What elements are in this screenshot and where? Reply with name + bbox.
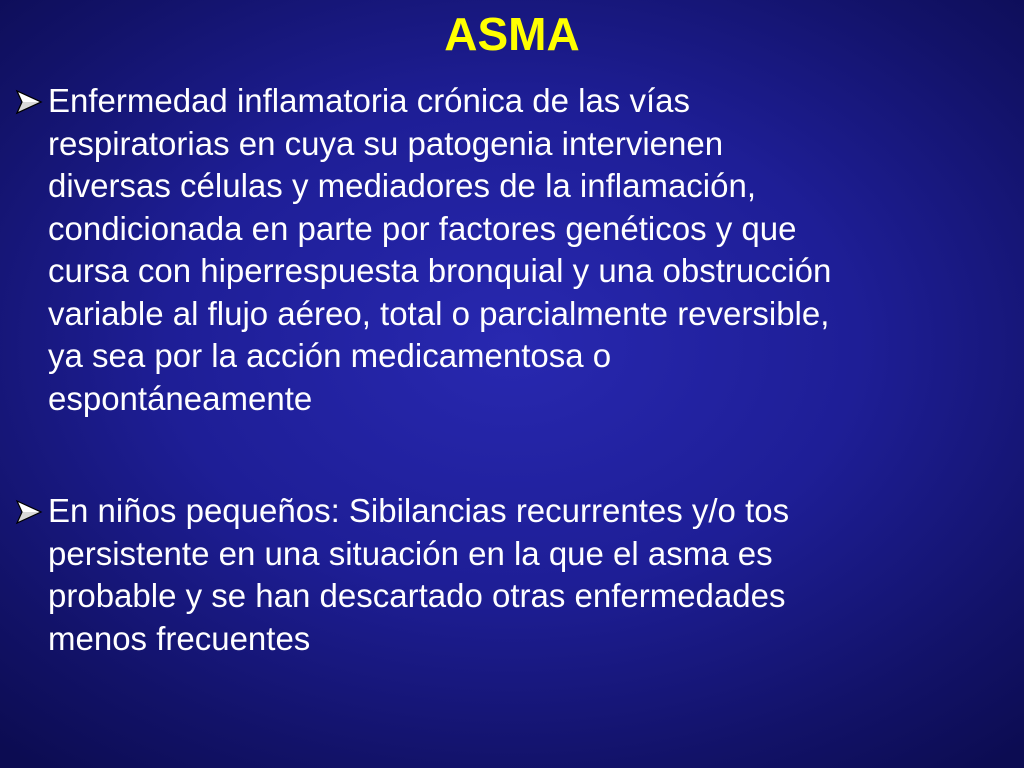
arrow-bullet-icon — [14, 499, 44, 525]
bullet-text: Enfermedad inflamatoria crónica de las vías respiratorias en cuya su patogenia intervienen diversas células y mediadores de la inflamación, condicionada en parte por factores genéticos y que cursa con hiperrespuesta bronquial y una obstrucción variable al flujo aéreo, total o parcialmente reversible, ya sea por la acción medicamentosa o espontáneamente — [48, 82, 832, 417]
arrow-bullet-icon — [14, 89, 44, 115]
slide-title: ASMA — [444, 8, 580, 60]
bullet-item — [14, 490, 1014, 660]
bullet-item — [14, 80, 1014, 420]
bullet-text: En niños pequeños: Sibilancias recurrentes y/o tos persistente en una situación en la que el asma es probable y se han descartado otras enfermedades menos frecuentes — [48, 492, 790, 657]
